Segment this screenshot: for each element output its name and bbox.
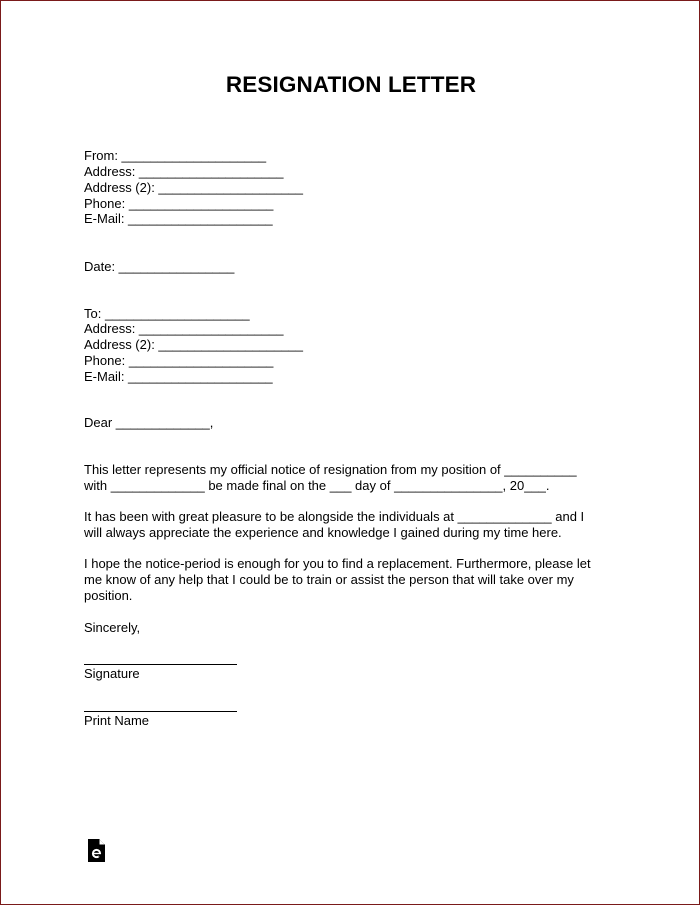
- recipient-address2-field: Address (2): ____________________: [84, 337, 304, 352]
- salutation: Dear _____________,: [84, 415, 214, 430]
- page-title: RESIGNATION LETTER: [225, 72, 477, 97]
- body-paragraph-2-line-2: will always appreciate the experience and knowledge I gained during my time here.: [84, 525, 562, 540]
- sender-address-field: Address: ____________________: [84, 164, 284, 179]
- date-field: Date: ________________: [84, 259, 235, 274]
- recipient-phone-field: Phone: ____________________: [84, 353, 274, 368]
- body-paragraph-2-line-1: It has been with great pleasure to be alongside the individuals at _____________ and I: [84, 509, 585, 524]
- body-paragraph-1-line-2: with _____________ be made final on the ___ day of _______________, 20___.: [84, 478, 550, 493]
- recipient-to-field: To: ____________________: [84, 306, 250, 321]
- body-paragraph-1-line-1: This letter represents my official notice of resignation from my position of __________: [84, 462, 577, 477]
- signature-line: [84, 664, 237, 665]
- print-name-line: [84, 711, 237, 712]
- closing: Sincerely,: [84, 620, 141, 635]
- sender-from-field: From: ____________________: [84, 148, 267, 163]
- recipient-email-field: E-Mail: ____________________: [84, 369, 273, 384]
- sender-address2-field: Address (2): ____________________: [84, 180, 304, 195]
- sender-email-field: E-Mail: ____________________: [84, 211, 273, 226]
- body-paragraph-3-line-2: me know of any help that I could be to train or assist the person that will take over my: [84, 572, 574, 587]
- body-paragraph-3-line-1: I hope the notice-period is enough for you to find a replacement. Furthermore, please let: [84, 556, 591, 571]
- sender-phone-field: Phone: ____________________: [84, 196, 274, 211]
- body-paragraph-3-line-3: position.: [84, 588, 133, 603]
- eforms-document-icon: [88, 839, 105, 862]
- print-name-label: Print Name: [84, 713, 150, 728]
- signature-label: Signature: [84, 666, 140, 681]
- recipient-address-field: Address: ____________________: [84, 321, 284, 336]
